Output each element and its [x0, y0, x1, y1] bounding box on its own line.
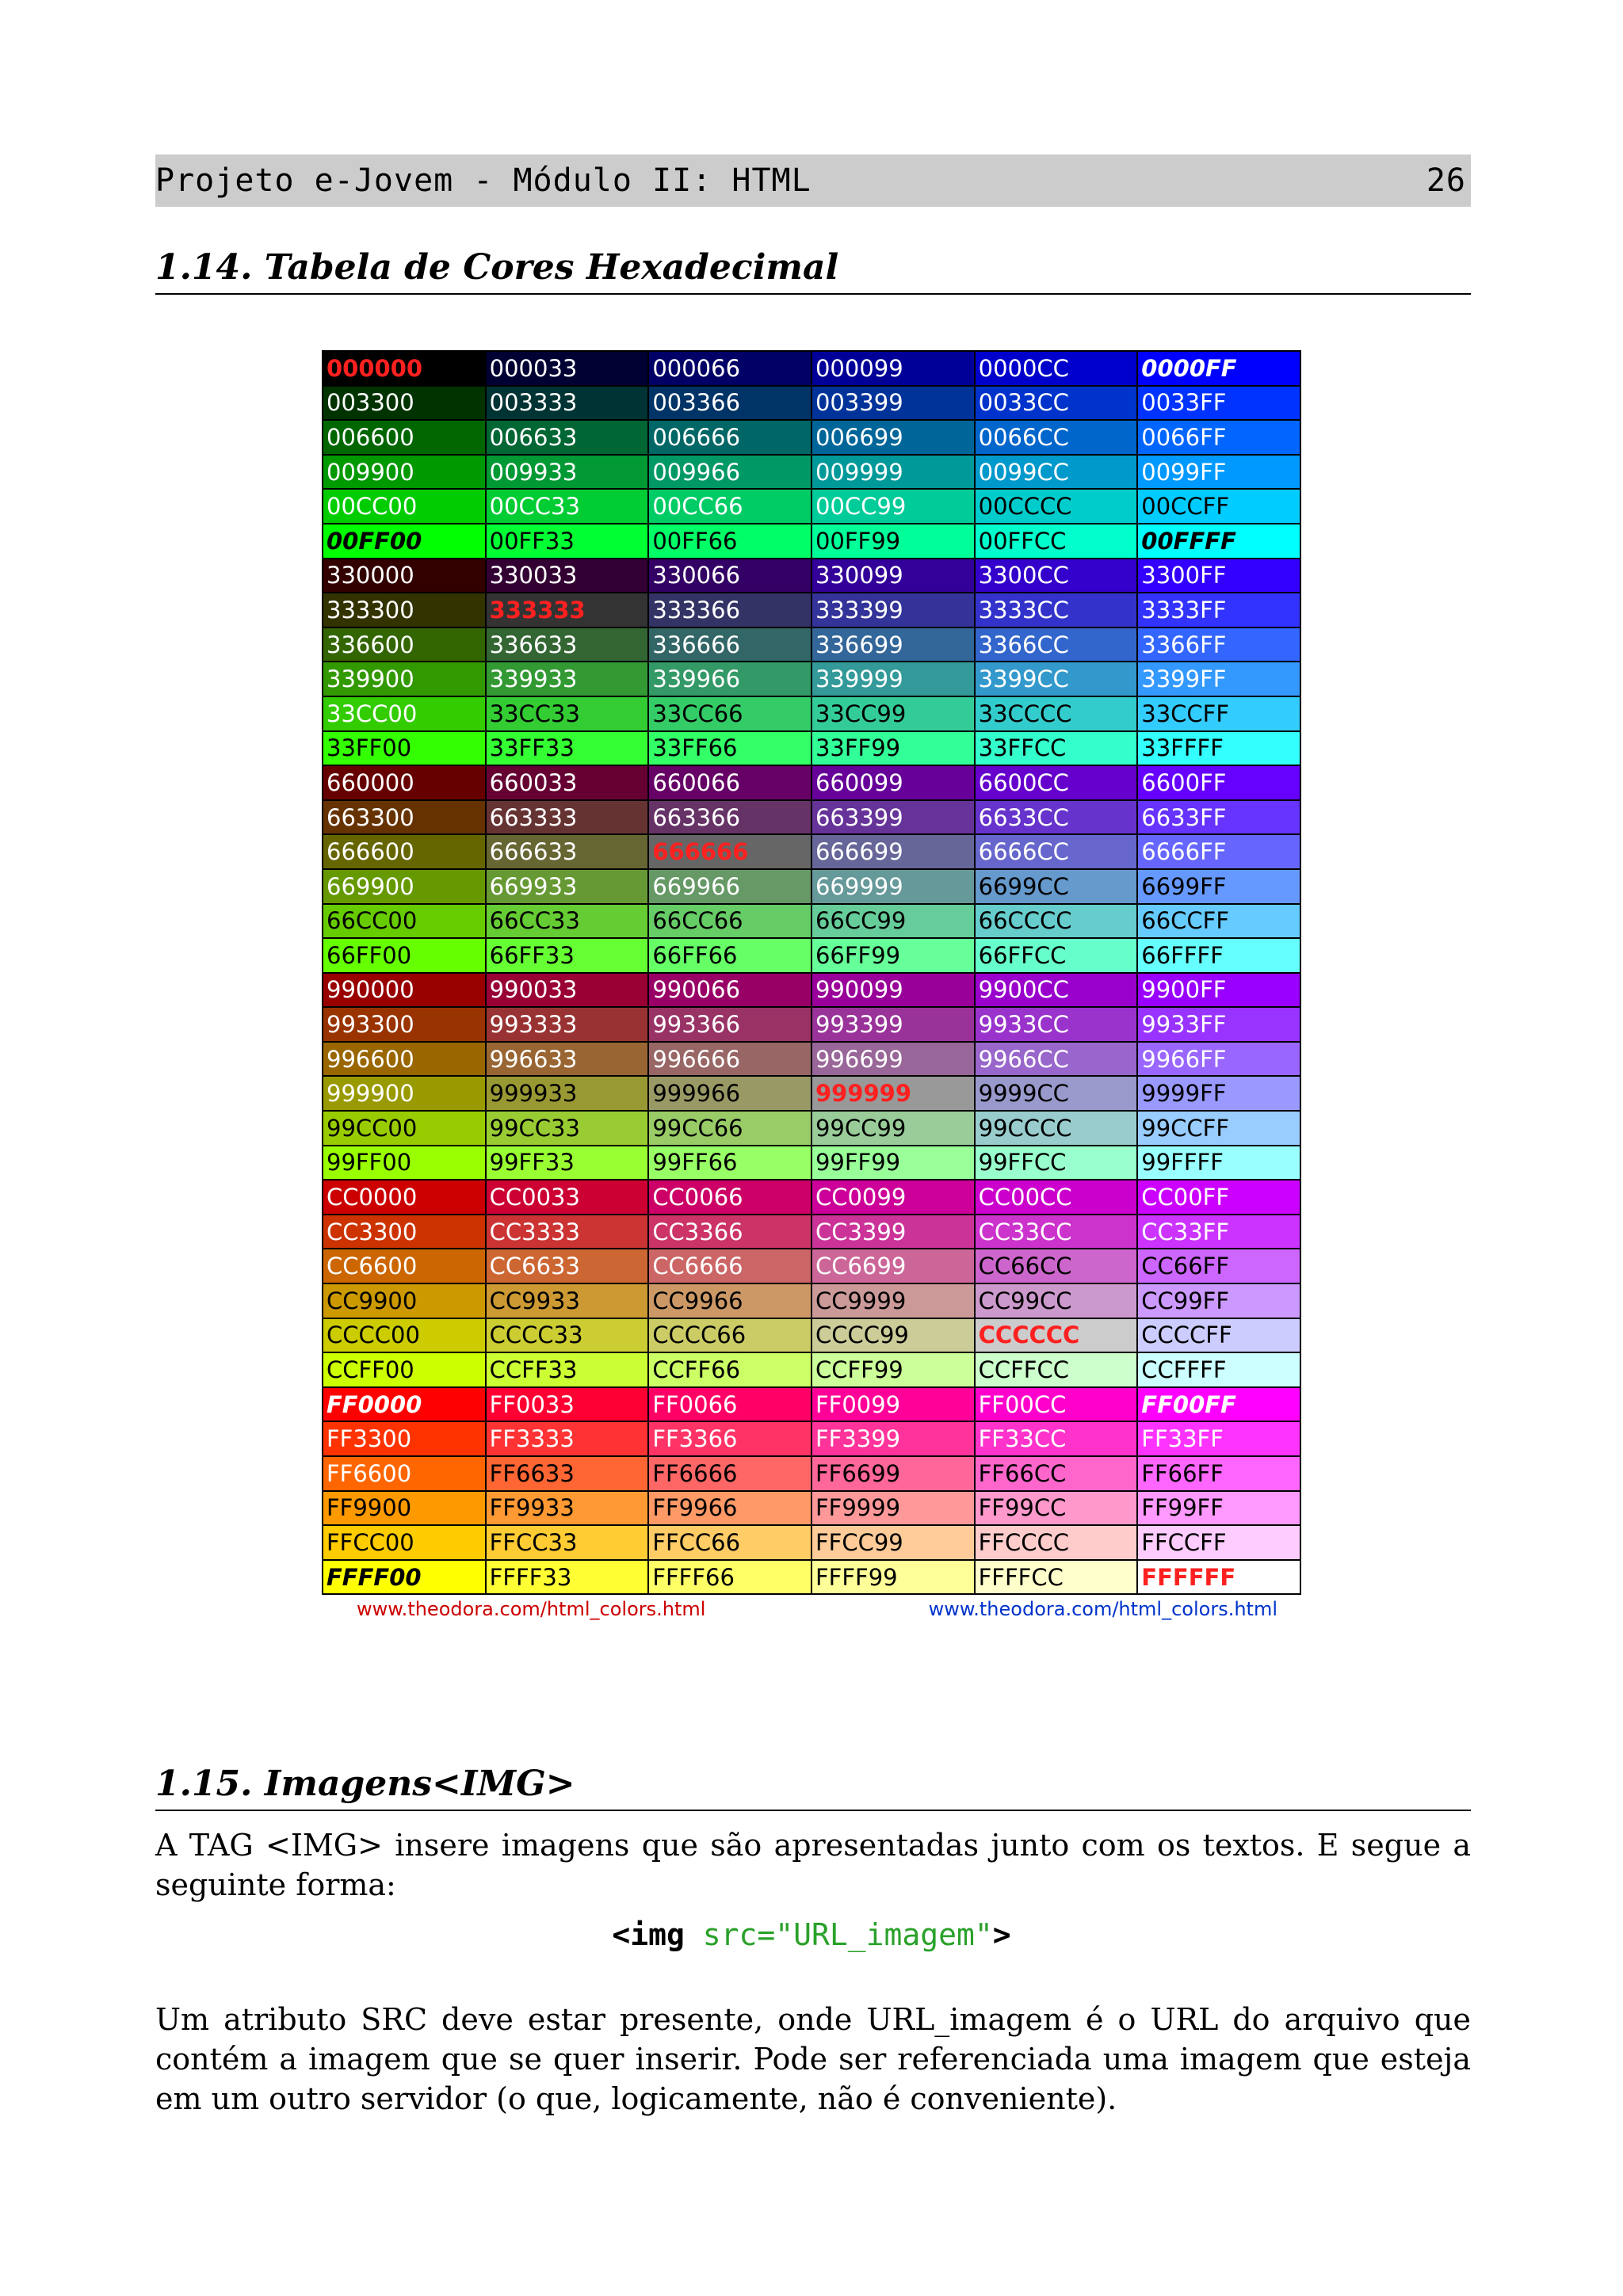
- color-cell: 999900: [323, 1076, 486, 1111]
- table-row: [323, 420, 1300, 455]
- table-row: [323, 1146, 1300, 1180]
- color-cell: 663399: [812, 800, 975, 835]
- color-cell: FFCC33: [486, 1525, 649, 1560]
- color-cell: 339966: [648, 662, 812, 696]
- color-cell: 66CCCC: [975, 904, 1138, 939]
- color-cell: 663366: [648, 800, 812, 835]
- color-cell: 66FF33: [486, 938, 649, 973]
- table-row: [323, 973, 1300, 1008]
- color-cell: 006699: [812, 420, 975, 455]
- color-cell: 006633: [486, 420, 649, 455]
- color-cell: 00CC00: [323, 489, 486, 524]
- color-cell: 660000: [323, 765, 486, 800]
- color-cell: 336666: [648, 627, 812, 662]
- color-cell: 6600FF: [1137, 765, 1300, 800]
- table-row: [323, 1180, 1300, 1215]
- color-cell: 999966: [648, 1076, 812, 1111]
- table-row: [323, 1042, 1300, 1077]
- color-cell: 66FF99: [812, 938, 975, 973]
- table-row: [323, 1560, 1300, 1595]
- color-cell: 996666: [648, 1042, 812, 1077]
- color-cell: FF9933: [486, 1491, 649, 1526]
- color-cell: CCCC33: [486, 1318, 649, 1353]
- color-cell: 99FFFF: [1137, 1146, 1300, 1180]
- color-cell: 996699: [812, 1042, 975, 1077]
- color-cell: 003333: [486, 386, 649, 421]
- color-cell: CC00FF: [1137, 1180, 1300, 1215]
- table-row: [323, 1318, 1300, 1353]
- color-cell: FF99CC: [975, 1491, 1138, 1526]
- color-cell: 669999: [812, 869, 975, 904]
- table-row: [323, 1215, 1300, 1249]
- color-cell: 3333CC: [975, 593, 1138, 627]
- color-cell: CC33CC: [975, 1215, 1138, 1249]
- color-cell: CC6633: [486, 1249, 649, 1283]
- color-cell: 6666CC: [975, 834, 1138, 869]
- table-row: [323, 559, 1300, 593]
- table-row: [323, 765, 1300, 800]
- color-cell: 993399: [812, 1007, 975, 1042]
- color-cell: CC6699: [812, 1249, 975, 1283]
- table-row: [323, 1283, 1300, 1318]
- color-cell: 333333: [486, 593, 649, 627]
- color-cell: 339900: [323, 662, 486, 696]
- color-cell: 9966CC: [975, 1042, 1138, 1077]
- color-cell: 33CC33: [486, 696, 649, 731]
- table-row: [323, 1491, 1300, 1526]
- color-cell: FF9999: [812, 1491, 975, 1526]
- color-cell: 9966FF: [1137, 1042, 1300, 1077]
- hex-color-table: [322, 350, 1301, 1595]
- color-cell: CCFF99: [812, 1352, 975, 1387]
- color-cell: 66FFCC: [975, 938, 1138, 973]
- color-cell: 0033CC: [975, 386, 1138, 421]
- table-row: [323, 489, 1300, 524]
- page-number: 26: [1426, 162, 1466, 199]
- color-cell: 3399CC: [975, 662, 1138, 696]
- color-cell: 000099: [812, 351, 975, 386]
- color-cell: 33CC99: [812, 696, 975, 731]
- color-cell: 33FFCC: [975, 731, 1138, 766]
- color-cell: 330000: [323, 559, 486, 593]
- table-row: [323, 1249, 1300, 1283]
- color-cell: FF3333: [486, 1421, 649, 1456]
- table-row: [323, 524, 1300, 559]
- table-row: [323, 834, 1300, 869]
- color-cell: FF3399: [812, 1421, 975, 1456]
- color-cell: 33CC00: [323, 696, 486, 731]
- color-cell: 33CCCC: [975, 696, 1138, 731]
- color-cell: 333366: [648, 593, 812, 627]
- color-cell: 660033: [486, 765, 649, 800]
- color-cell: 3300FF: [1137, 559, 1300, 593]
- color-cell: 009966: [648, 455, 812, 490]
- color-cell: CCFFCC: [975, 1352, 1138, 1387]
- color-cell: 00CC66: [648, 489, 812, 524]
- color-cell: 003399: [812, 386, 975, 421]
- color-cell: 66CC33: [486, 904, 649, 939]
- color-cell: CC33FF: [1137, 1215, 1300, 1249]
- color-cell: FF0099: [812, 1387, 975, 1422]
- color-cell: 99FFCC: [975, 1146, 1138, 1180]
- color-cell: FFCCCC: [975, 1525, 1138, 1560]
- color-cell: 666666: [648, 834, 812, 869]
- color-cell: 99CCFF: [1137, 1111, 1300, 1146]
- figure-credits: [322, 1595, 1301, 1620]
- color-cell: CC9900: [323, 1283, 486, 1318]
- color-cell: 00FF66: [648, 524, 812, 559]
- color-cell: 00FF33: [486, 524, 649, 559]
- color-cell: 00FFFF: [1137, 524, 1300, 559]
- color-cell: FF6666: [648, 1456, 812, 1491]
- color-cell: 9933CC: [975, 1007, 1138, 1042]
- color-cell: 339999: [812, 662, 975, 696]
- color-cell: CC3399: [812, 1215, 975, 1249]
- color-cell: 990099: [812, 973, 975, 1008]
- color-cell: 00CCCC: [975, 489, 1138, 524]
- color-cell: FF3300: [323, 1421, 486, 1456]
- color-cell: 000000: [323, 351, 486, 386]
- color-cell: 339933: [486, 662, 649, 696]
- table-row: [323, 696, 1300, 731]
- color-cell: CCCC00: [323, 1318, 486, 1353]
- color-cell: FF6600: [323, 1456, 486, 1491]
- color-cell: FFFF33: [486, 1560, 649, 1595]
- color-cell: 993300: [323, 1007, 486, 1042]
- color-cell: CC9933: [486, 1283, 649, 1318]
- color-cell: CC9999: [812, 1283, 975, 1318]
- color-cell: 663300: [323, 800, 486, 835]
- color-cell: 0099CC: [975, 455, 1138, 490]
- table-row: [323, 800, 1300, 835]
- color-cell: 0099FF: [1137, 455, 1300, 490]
- table-row: [323, 1525, 1300, 1560]
- color-cell: FF0000: [323, 1387, 486, 1422]
- color-cell: 6600CC: [975, 765, 1138, 800]
- color-cell: 33FF99: [812, 731, 975, 766]
- color-cell: CCFF33: [486, 1352, 649, 1387]
- color-cell: FF33FF: [1137, 1421, 1300, 1456]
- color-cell: 33FFFF: [1137, 731, 1300, 766]
- color-cell: 6633FF: [1137, 800, 1300, 835]
- color-cell: 3300CC: [975, 559, 1138, 593]
- color-cell: FFFF66: [648, 1560, 812, 1595]
- code-attribute: src="URL_imagem": [684, 1917, 993, 1952]
- color-cell: CC00CC: [975, 1180, 1138, 1215]
- color-cell: 0066CC: [975, 420, 1138, 455]
- color-cell: CC6666: [648, 1249, 812, 1283]
- table-row: [323, 1111, 1300, 1146]
- color-cell: CC99CC: [975, 1283, 1138, 1318]
- color-cell: 006600: [323, 420, 486, 455]
- color-cell: 99CC66: [648, 1111, 812, 1146]
- table-row: [323, 869, 1300, 904]
- running-header: [155, 154, 1471, 207]
- table-row: [323, 593, 1300, 627]
- paragraph-img-intro: A TAG <IMG> insere imagens que são apresentadas junto com os textos. E segue a seguinte forma:: [155, 1828, 1471, 1902]
- color-cell: 666633: [486, 834, 649, 869]
- color-cell: CC3333: [486, 1215, 649, 1249]
- color-cell: CC9966: [648, 1283, 812, 1318]
- color-cell: FF6699: [812, 1456, 975, 1491]
- color-cell: 6699CC: [975, 869, 1138, 904]
- color-cell: CCCC99: [812, 1318, 975, 1353]
- color-cell: 9933FF: [1137, 1007, 1300, 1042]
- color-cell: 0066FF: [1137, 420, 1300, 455]
- color-cell: 663333: [486, 800, 649, 835]
- color-cell: 660099: [812, 765, 975, 800]
- color-cell: 003366: [648, 386, 812, 421]
- color-cell: 993333: [486, 1007, 649, 1042]
- color-cell: 33CC66: [648, 696, 812, 731]
- color-cell: CC66FF: [1137, 1249, 1300, 1283]
- color-cell: 00CCFF: [1137, 489, 1300, 524]
- table-row: [323, 1456, 1300, 1491]
- paragraph-src-attribute: Um atributo SRC deve estar presente, onde URL_imagem é o URL do arquivo que contém a imagem que se quer inserir. Pode ser referenciada uma imagem que esteja em um outro servidor (o que, logicamente, não é conveniente).: [155, 2002, 1471, 2116]
- color-cell: 9999CC: [975, 1076, 1138, 1111]
- color-cell: 99CC33: [486, 1111, 649, 1146]
- color-cell: 99CC99: [812, 1111, 975, 1146]
- hex-color-figure: [322, 350, 1301, 1620]
- color-cell: 66FFFF: [1137, 938, 1300, 973]
- table-row: [323, 627, 1300, 662]
- color-cell: 99FF33: [486, 1146, 649, 1180]
- color-cell: 993366: [648, 1007, 812, 1042]
- color-cell: 666699: [812, 834, 975, 869]
- color-cell: 669900: [323, 869, 486, 904]
- color-cell: 00FF00: [323, 524, 486, 559]
- color-cell: CC0066: [648, 1180, 812, 1215]
- color-cell: CC99FF: [1137, 1283, 1300, 1318]
- color-cell: 99FF00: [323, 1146, 486, 1180]
- color-cell: 99FF66: [648, 1146, 812, 1180]
- section-title-color-table: 1.14. Tabela de Cores Hexadecimal: [155, 244, 1471, 295]
- color-cell: 0000CC: [975, 351, 1138, 386]
- color-cell: FFFFFF: [1137, 1560, 1300, 1595]
- code-example: [0, 1917, 1623, 1952]
- color-cell: 999933: [486, 1076, 649, 1111]
- color-cell: CC0000: [323, 1180, 486, 1215]
- color-cell: 6633CC: [975, 800, 1138, 835]
- color-cell: 66CC99: [812, 904, 975, 939]
- section-title-images: 1.15. Imagens<IMG>: [155, 1760, 1471, 1811]
- color-cell: 66FF66: [648, 938, 812, 973]
- color-cell: 009933: [486, 455, 649, 490]
- color-cell: CC66CC: [975, 1249, 1138, 1283]
- color-cell: 330066: [648, 559, 812, 593]
- color-cell: 000066: [648, 351, 812, 386]
- code-end: >: [992, 1917, 1011, 1952]
- color-cell: 0033FF: [1137, 386, 1300, 421]
- color-cell: FFFFCC: [975, 1560, 1138, 1595]
- color-cell: FFFF00: [323, 1560, 486, 1595]
- table-row: [323, 1387, 1300, 1422]
- color-cell: 33FF33: [486, 731, 649, 766]
- table-row: [323, 351, 1300, 386]
- color-cell: CC6600: [323, 1249, 486, 1283]
- credit-left: www.theodora.com/html_colors.html: [357, 1598, 706, 1621]
- color-cell: 669933: [486, 869, 649, 904]
- color-cell: FF33CC: [975, 1421, 1138, 1456]
- color-cell: 996633: [486, 1042, 649, 1077]
- color-cell: 99CCCC: [975, 1111, 1138, 1146]
- color-cell: FFCC00: [323, 1525, 486, 1560]
- color-cell: FF00FF: [1137, 1387, 1300, 1422]
- color-cell: 3366CC: [975, 627, 1138, 662]
- color-cell: 000033: [486, 351, 649, 386]
- color-cell: 00FFCC: [975, 524, 1138, 559]
- table-row: [323, 1421, 1300, 1456]
- color-cell: 990033: [486, 973, 649, 1008]
- color-cell: FF66FF: [1137, 1456, 1300, 1491]
- color-cell: CC0033: [486, 1180, 649, 1215]
- color-cell: 009900: [323, 455, 486, 490]
- color-cell: CCCCFF: [1137, 1318, 1300, 1353]
- table-row: [323, 662, 1300, 696]
- color-cell: 003300: [323, 386, 486, 421]
- color-cell: 336600: [323, 627, 486, 662]
- color-cell: 006666: [648, 420, 812, 455]
- color-cell: 00CC33: [486, 489, 649, 524]
- color-cell: CC3300: [323, 1215, 486, 1249]
- color-cell: FFCC66: [648, 1525, 812, 1560]
- table-row: [323, 904, 1300, 939]
- color-cell: 66FF00: [323, 938, 486, 973]
- color-cell: 99FF99: [812, 1146, 975, 1180]
- color-cell: 66CC00: [323, 904, 486, 939]
- credit-right: www.theodora.com/html_colors.html: [928, 1598, 1277, 1621]
- color-cell: 999999: [812, 1076, 975, 1111]
- table-row: [323, 455, 1300, 490]
- color-cell: CC3366: [648, 1215, 812, 1249]
- color-cell: CCCC66: [648, 1318, 812, 1353]
- table-row: [323, 731, 1300, 766]
- color-cell: 330099: [812, 559, 975, 593]
- color-cell: 00CC99: [812, 489, 975, 524]
- color-cell: FFCCFF: [1137, 1525, 1300, 1560]
- color-cell: FF9900: [323, 1491, 486, 1526]
- color-cell: 009999: [812, 455, 975, 490]
- color-cell: 33CCFF: [1137, 696, 1300, 731]
- table-row: [323, 938, 1300, 973]
- color-cell: 3366FF: [1137, 627, 1300, 662]
- color-cell: FF9966: [648, 1491, 812, 1526]
- color-cell: 3399FF: [1137, 662, 1300, 696]
- color-cell: 996600: [323, 1042, 486, 1077]
- color-cell: 333399: [812, 593, 975, 627]
- color-cell: 33FF66: [648, 731, 812, 766]
- color-cell: FFFF99: [812, 1560, 975, 1595]
- color-cell: 660066: [648, 765, 812, 800]
- color-cell: 99CC00: [323, 1111, 486, 1146]
- color-cell: CCCCCC: [975, 1318, 1138, 1353]
- color-cell: 66CC66: [648, 904, 812, 939]
- color-cell: FF66CC: [975, 1456, 1138, 1491]
- color-cell: 330033: [486, 559, 649, 593]
- color-cell: 666600: [323, 834, 486, 869]
- color-cell: 0000FF: [1137, 351, 1300, 386]
- color-cell: 333300: [323, 593, 486, 627]
- color-cell: FF0066: [648, 1387, 812, 1422]
- color-cell: FF6633: [486, 1456, 649, 1491]
- color-cell: 6699FF: [1137, 869, 1300, 904]
- color-cell: FFCC99: [812, 1525, 975, 1560]
- color-cell: CCFF66: [648, 1352, 812, 1387]
- table-row: [323, 386, 1300, 421]
- color-cell: 336699: [812, 627, 975, 662]
- table-row: [323, 1007, 1300, 1042]
- color-cell: 336633: [486, 627, 649, 662]
- color-cell: 9999FF: [1137, 1076, 1300, 1111]
- header-title: Projeto e-Jovem - Módulo II: HTML: [155, 162, 812, 199]
- table-row: [323, 1076, 1300, 1111]
- color-cell: FF99FF: [1137, 1491, 1300, 1526]
- color-cell: FF3366: [648, 1421, 812, 1456]
- color-cell: 66CCFF: [1137, 904, 1300, 939]
- color-cell: 3333FF: [1137, 593, 1300, 627]
- color-cell: 990066: [648, 973, 812, 1008]
- table-row: [323, 1352, 1300, 1387]
- color-cell: 33FF00: [323, 731, 486, 766]
- color-cell: 990000: [323, 973, 486, 1008]
- color-cell: CCFFFF: [1137, 1352, 1300, 1387]
- color-cell: 6666FF: [1137, 834, 1300, 869]
- color-cell: CCFF00: [323, 1352, 486, 1387]
- color-cell: FF0033: [486, 1387, 649, 1422]
- color-cell: 00FF99: [812, 524, 975, 559]
- color-cell: CC0099: [812, 1180, 975, 1215]
- color-cell: FF00CC: [975, 1387, 1138, 1422]
- code-tag: <img: [612, 1917, 685, 1952]
- color-cell: 9900CC: [975, 973, 1138, 1008]
- color-cell: 669966: [648, 869, 812, 904]
- color-cell: 9900FF: [1137, 973, 1300, 1008]
